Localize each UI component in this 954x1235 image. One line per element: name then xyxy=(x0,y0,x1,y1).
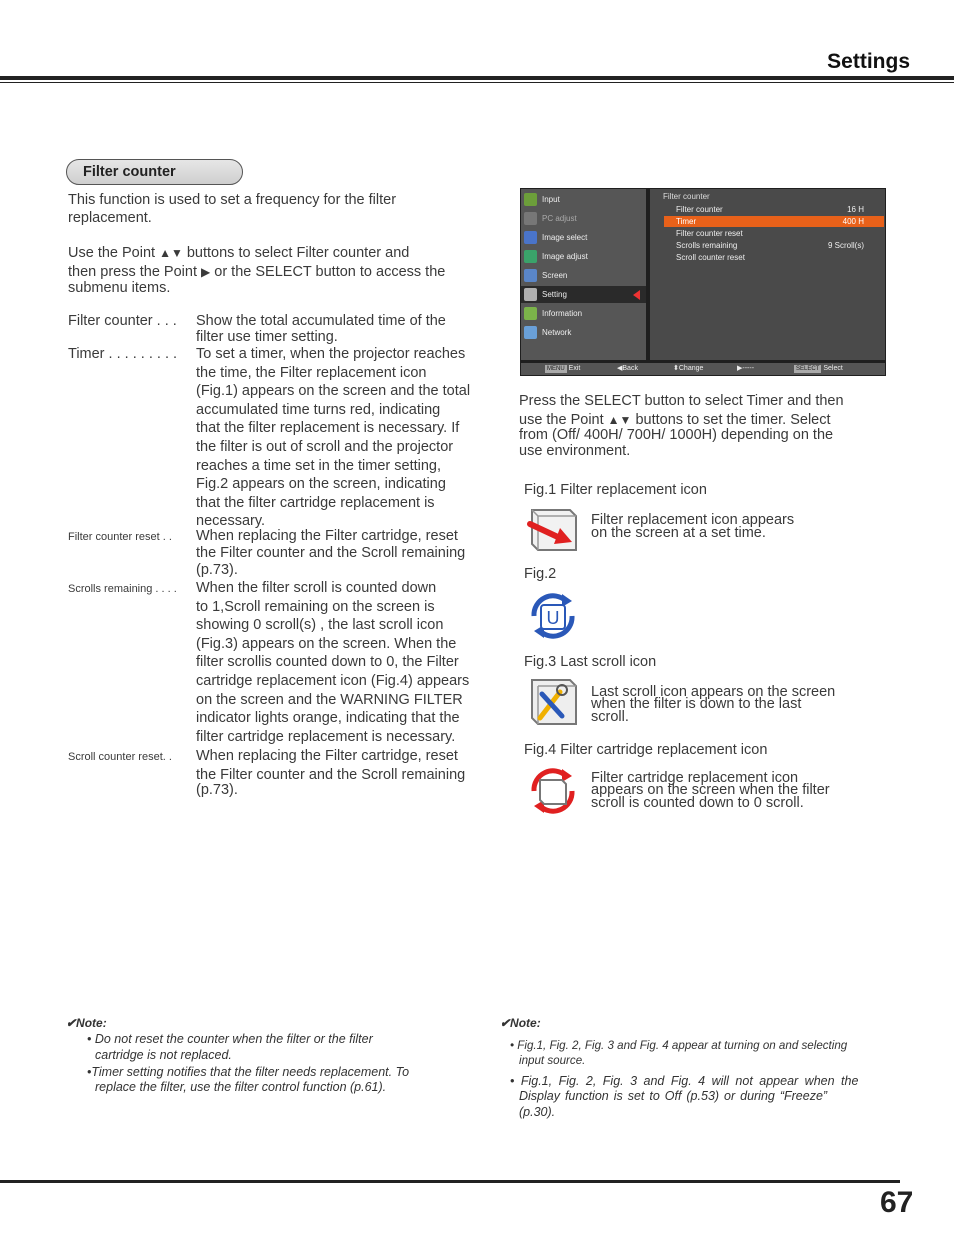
press-line-3: from (Off/ 400H/ 700H/ 1000H) depending on the xyxy=(519,427,834,443)
definition-line: To set a timer, when the projector reaches xyxy=(196,346,466,362)
exit-label: Exit xyxy=(568,365,581,372)
use-line-1-b: buttons to select Filter counter and xyxy=(182,245,410,261)
menu-item-label: Network xyxy=(542,328,572,337)
use-line-1 xyxy=(68,244,409,263)
submenu-title: Filter counter xyxy=(663,192,710,201)
filter-replacement-icon xyxy=(526,504,580,554)
last-scroll-icon xyxy=(526,676,580,728)
menu-item-icon xyxy=(524,250,537,263)
menu-item[interactable] xyxy=(521,248,646,265)
menu-bottom-bar xyxy=(521,363,885,375)
select-key-label: SELECT xyxy=(796,366,820,372)
definition-line: reaches a time set in the timer setting, xyxy=(196,457,441,474)
menu-back-hint: ◀Back xyxy=(617,365,638,372)
use-line-3: submenu items. xyxy=(68,280,171,296)
menu-item[interactable] xyxy=(521,210,646,227)
submenu-row-label: Scrolls remaining xyxy=(676,241,738,250)
menu-item-label: PC adjust xyxy=(542,214,577,223)
definition-line: cartridge replacement icon (Fig.4) appears xyxy=(196,673,470,689)
submenu-row-label: Filter counter xyxy=(676,205,723,214)
definition-line: filter scrollis counted down to 0, the Filter xyxy=(196,654,459,671)
menu-item-label: Information xyxy=(542,309,583,318)
fig4-desc-2: appears on the screen when the filter xyxy=(591,782,830,798)
note-left-1-line-1: • Do not reset the counter when the filter or the filter xyxy=(87,1032,373,1046)
submenu-row-value: 400 H xyxy=(842,217,864,226)
intro-line-1: This function is used to set a frequency for the filter xyxy=(68,192,397,208)
filter-cartridge-replacement-icon xyxy=(526,764,580,818)
menu-select-hint xyxy=(794,363,843,375)
definition-line: necessary. xyxy=(196,513,266,530)
point-right-icon: ▶ xyxy=(201,265,211,279)
menu-dash-hint: ▶----- xyxy=(737,365,755,372)
definition-line: to 1,Scroll remaining on the screen is xyxy=(196,598,435,615)
submenu-row[interactable] xyxy=(664,216,884,227)
definition-line: that the filter replacement is necessary. If xyxy=(196,420,460,437)
fig4-desc-1: Filter cartridge replacement icon xyxy=(591,770,799,786)
menu-item-icon xyxy=(524,193,537,206)
definition-line: accumulated time turns red, indicating xyxy=(196,401,441,418)
fig1-label: Fig.1 Filter replacement icon xyxy=(524,482,707,498)
menu-key-label: MENU xyxy=(547,366,565,372)
fig3-label: Fig.3 Last scroll icon xyxy=(524,654,657,670)
section-title: Filter counter xyxy=(83,164,176,180)
fig4-label: Fig.4 Filter cartridge replacement icon xyxy=(524,742,768,758)
menu-item[interactable] xyxy=(521,191,646,208)
definition-line: When replacing the Filter cartridge, reset xyxy=(196,528,458,544)
menu-item-icon xyxy=(524,307,537,320)
definition-line: (p.73). xyxy=(196,562,238,579)
definition-line: Show the total accumulated time of the xyxy=(196,313,446,329)
fig3-desc-3: scroll. xyxy=(591,709,629,725)
menu-item-icon xyxy=(524,231,537,244)
note-right-2-line-2: Display function is set to Off (p.53) or during “Freeze” xyxy=(519,1089,828,1103)
submenu-row[interactable] xyxy=(664,228,884,239)
active-arrow-icon xyxy=(633,290,640,300)
menu-item[interactable] xyxy=(521,229,646,246)
definition-term: Filter counter . . . xyxy=(68,313,177,329)
submenu-row-label: Scroll counter reset xyxy=(676,253,745,262)
menu-exit-hint xyxy=(545,363,580,375)
definition-line: showing 0 scroll(s) , the last scroll icon xyxy=(196,617,444,634)
menu-item-label: Input xyxy=(542,195,560,204)
header-rule-thin xyxy=(0,82,954,83)
definition-line: the Filter counter and the Scroll remaining xyxy=(196,545,466,561)
svg-text:U: U xyxy=(546,608,560,628)
point-up-down-icon: ▲▼ xyxy=(159,246,183,260)
filter-scroll-icon xyxy=(526,589,580,643)
menu-item[interactable] xyxy=(521,305,646,322)
note-right-2-line-1: • Fig.1, Fig. 2, Fig. 3 and Fig. 4 will not appear when the xyxy=(510,1074,859,1088)
definition-line: on the screen and the WARNING FILTER xyxy=(196,691,463,708)
note-right-heading: ✔Note: xyxy=(500,1016,541,1030)
select-label: Select xyxy=(823,365,843,372)
menu-item-label: Image adjust xyxy=(542,252,588,261)
footer-rule xyxy=(0,1180,900,1183)
menu-screenshot xyxy=(520,188,886,376)
definition-term: Timer . . . . . . . . . xyxy=(68,346,178,362)
menu-item-label: Setting xyxy=(542,290,567,299)
fig3-desc-1: Last scroll icon appears on the screen xyxy=(591,684,836,700)
menu-submenu-panel xyxy=(650,189,885,360)
page-number: 67 xyxy=(880,1186,914,1219)
definition-line: indicator lights orange, indicating that the xyxy=(196,710,460,727)
fig3-desc-2: when the filter is down to the last xyxy=(591,696,802,712)
note-left-1-line-2: cartridge is not replaced. xyxy=(95,1048,232,1062)
note-right-1-line-2: input source. xyxy=(519,1054,586,1067)
definition-term: Scrolls remaining . . . . xyxy=(68,583,177,595)
definition-line: (p.73). xyxy=(196,782,238,799)
note-left-heading: ✔Note: xyxy=(66,1016,107,1030)
definition-line: Fig.2 appears on the screen, indicating xyxy=(196,476,446,493)
page-header-title: Settings xyxy=(827,50,910,73)
submenu-row[interactable] xyxy=(664,204,884,215)
press-line-4: use environment. xyxy=(519,443,631,459)
point-up-down-icon: ▲▼ xyxy=(607,413,632,427)
note-left-2-line-1: •Timer setting notifies that the filter needs replacement. To xyxy=(87,1065,410,1079)
fig1-desc-1: Filter replacement icon appears xyxy=(591,512,795,528)
submenu-row-label: Filter counter reset xyxy=(676,229,743,238)
menu-item[interactable] xyxy=(521,267,646,284)
menu-item-icon xyxy=(524,288,537,301)
definition-term: Filter counter reset . . xyxy=(68,531,172,543)
note-left-2-line-2: replace the filter, use the filter control function (p.61). xyxy=(95,1080,387,1094)
use-line-2-b: or the SELECT button to access the xyxy=(210,264,446,280)
menu-item[interactable] xyxy=(521,324,646,341)
definition-line: filter cartridge replacement is necessary. xyxy=(196,728,456,745)
press-line-2-b: buttons to set the timer. Select xyxy=(631,412,831,428)
definition-line: the time, the Filter replacement icon xyxy=(196,364,427,381)
definition-line: that the filter cartridge replacement is xyxy=(196,494,435,511)
menu-item-label: Image select xyxy=(542,233,588,242)
definition-line: the Filter counter and the Scroll remaining xyxy=(196,767,466,783)
menu-item-icon xyxy=(524,269,537,282)
fig4-desc-3: scroll is counted down to 0 scroll. xyxy=(591,795,804,811)
menu-change-hint: ⬍Change xyxy=(673,365,704,372)
menu-item-icon xyxy=(524,212,537,225)
press-line-2-a: use the Point xyxy=(519,412,608,428)
definition-line: (Fig.1) appears on the screen and the total xyxy=(196,383,471,400)
submenu-row[interactable] xyxy=(664,240,884,251)
definition-line: When replacing the Filter cartridge, reset xyxy=(196,748,458,764)
definition-term: Scroll counter reset. . xyxy=(68,751,172,763)
submenu-row-label: Timer xyxy=(676,217,697,226)
definition-line: the filter is out of scroll and the projector xyxy=(196,439,454,455)
menu-item-icon xyxy=(524,326,537,339)
definition-line: (Fig.3) appears on the screen. When the xyxy=(196,635,457,652)
note-right-2-line-3: (p.30). xyxy=(519,1105,556,1119)
menu-left-panel xyxy=(521,189,646,360)
fig1-desc-2: on the screen at a set time. xyxy=(591,525,766,541)
submenu-row[interactable] xyxy=(664,252,884,263)
press-line-1: Press the SELECT button to select Timer and then xyxy=(519,393,844,409)
submenu-row-value: 9 Scroll(s) xyxy=(827,241,864,250)
note-right-1-line-1: • Fig.1, Fig. 2, Fig. 3 and Fig. 4 appear at turning on and selecting xyxy=(510,1039,848,1052)
use-line-1-a: Use the Point xyxy=(68,245,160,261)
submenu-row-value: 16 H xyxy=(847,205,864,214)
use-line-2-a: then press the Point xyxy=(68,264,201,280)
section-title-pill xyxy=(66,159,243,185)
intro-line-2: replacement. xyxy=(68,210,152,226)
definition-line: When the filter scroll is counted down xyxy=(196,580,437,596)
menu-item-label: Screen xyxy=(542,271,568,280)
fig2-label: Fig.2 xyxy=(524,566,557,582)
header-rule xyxy=(0,76,954,80)
definition-line: filter use timer setting. xyxy=(196,329,338,345)
menu-item[interactable] xyxy=(521,286,646,303)
